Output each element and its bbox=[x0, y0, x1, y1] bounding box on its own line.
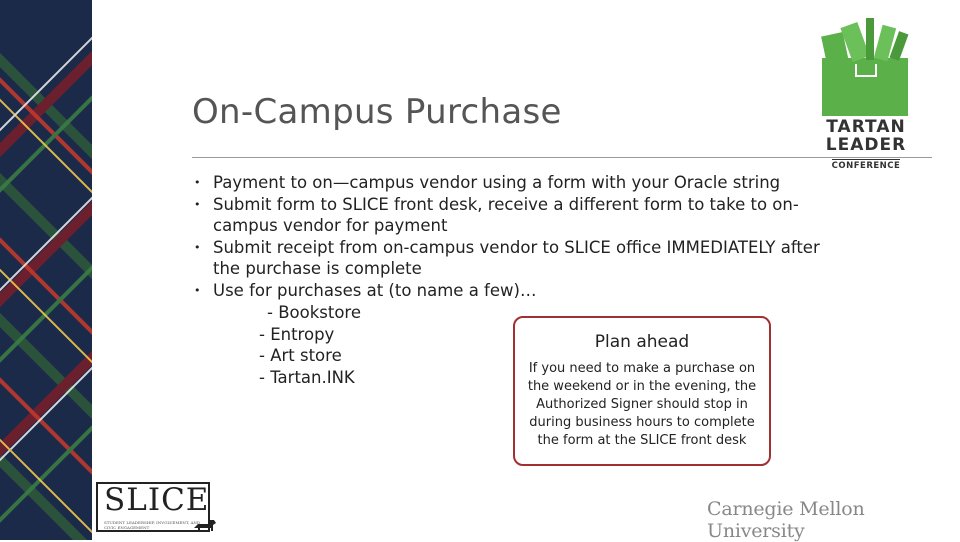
toolbox-icon bbox=[818, 14, 914, 118]
bullet-list bbox=[191, 172, 831, 302]
bullet-dot: • bbox=[194, 176, 201, 189]
sub-item: - Entropy bbox=[259, 324, 335, 344]
tartan-pattern-graphic bbox=[0, 0, 92, 540]
bullet-item bbox=[191, 280, 831, 302]
callout-title: Plan ahead bbox=[594, 332, 690, 352]
bullet-dot: • bbox=[194, 283, 201, 297]
bullet-dot: • bbox=[194, 197, 201, 211]
scottie-dog-icon bbox=[192, 514, 218, 536]
sub-item: - Bookstore bbox=[267, 303, 361, 322]
sub-item: - Art store bbox=[259, 346, 342, 366]
slice-wordmark: SLICE bbox=[104, 482, 210, 518]
sub-item: - Tartan.INK bbox=[259, 367, 355, 387]
bullet-item bbox=[191, 237, 831, 280]
slide-title: On-Campus Purchase bbox=[192, 92, 562, 132]
cmu-wordmark: Carnegie Mellon University bbox=[707, 498, 865, 542]
tlc-line2: LEADER bbox=[825, 135, 907, 155]
tartan-pattern bbox=[0, 0, 92, 540]
plan-ahead-callout bbox=[513, 316, 771, 466]
bullet-text: Use for purchases at (to name a few)… bbox=[213, 280, 537, 300]
bullet-dot: • bbox=[194, 240, 201, 254]
bullet-text: Submit receipt from on-campus vendor to SLICE office IMMEDIATELY after the purchase is complete bbox=[213, 237, 820, 279]
tlc-line3: CONFERENCE bbox=[831, 161, 901, 171]
slice-tagline: STUDENT LEADERSHIP, INVOLVEMENT, AND CIVIC ENGAGEMENT bbox=[104, 520, 201, 530]
tartan-leader-conference-logo bbox=[818, 14, 914, 171]
bullet-item bbox=[191, 172, 831, 194]
tlc-line1: TARTAN bbox=[826, 117, 906, 137]
tlc-wordmark bbox=[818, 118, 914, 172]
callout-body: If you need to make a purchase on the weekend or in the evening, the Authorized Signer should stop in during business hours to complete the form at the SLICE front desk bbox=[527, 361, 757, 448]
bullet-text: Payment to on—campus vendor using a form with your Oracle string bbox=[213, 173, 781, 192]
bullet-text: Submit form to SLICE front desk, receive a different form to take to on-campus vendor for payment bbox=[213, 194, 799, 236]
sub-list bbox=[259, 302, 361, 388]
bullet-item bbox=[191, 194, 831, 237]
